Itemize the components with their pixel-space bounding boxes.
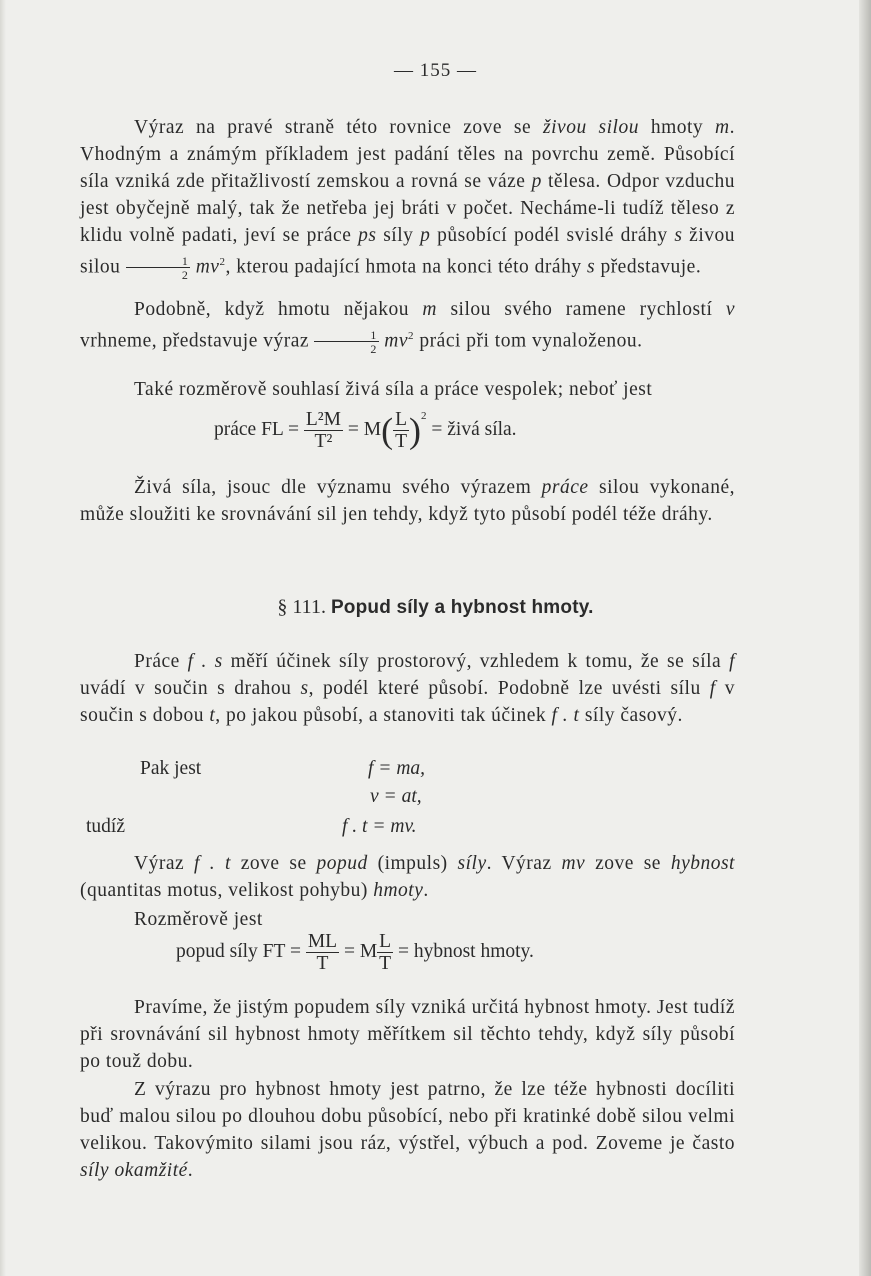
text-run: Z výrazu pro hybnost hmoty jest patrno, že lze téže hybnosti docíliti buď malou silou po dlouhou dobu působící, nebo při kratinké době silou velmi velikou. Takovýmito silami jsou ráz, výstřel, výbuch a pod. Zoveme je často [80, 1079, 735, 1154]
variable-p: p [531, 171, 542, 192]
paragraph-dimensions-2 [80, 906, 735, 933]
fraction-denominator: T [379, 952, 392, 974]
fraction-l-t [377, 932, 393, 973]
text-run: . Vhodným a známým příkladem jest padání těles na povrchu země. Působící síla vzniká zde přitažlivostí zemskou a rovná se váze [80, 117, 736, 192]
term-hmoty: hmoty [373, 880, 424, 901]
text-run: hmoty [638, 117, 716, 138]
variable-p: p [420, 225, 431, 246]
fraction-l2m-t2 [304, 410, 343, 451]
section-number: § 111. [277, 596, 326, 618]
text-run: , podél které působí. Podobně lze uvésti sílu [308, 678, 710, 699]
expression-mv: mv [195, 256, 220, 278]
formula-label: práce FL = [214, 419, 299, 440]
text-run: . Výraz [486, 853, 562, 874]
fraction-denominator: T [306, 952, 339, 974]
text-run: . [187, 1160, 194, 1181]
formula-result: = hybnost hmoty. [397, 940, 534, 962]
page-right-edge [859, 0, 871, 1276]
formula-impulse-dimension [176, 932, 534, 973]
text-run: Výraz na pravé straně této rovnice zove se [134, 117, 544, 138]
equations-therefore: tudíž [86, 816, 125, 837]
text-run: představuje. [595, 256, 702, 278]
paren-open: ( [381, 410, 394, 451]
variable-m: m [422, 299, 438, 320]
section-heading [0, 596, 871, 619]
text-run: tělesa. Odpor vzduchu jest obyčejně malý, tak že netřeba jej bráti v počet. Necháme-li tudíž těleso z klidu volně padati, jeví se práce [80, 171, 735, 246]
text-run: práci při tom vynaloženou. [414, 330, 643, 352]
text-run: silou vykonané, může sloužiti ke srovnávání sil jen tehdy, když tyto působí podél téže dráhy. [80, 477, 735, 525]
text-run: Živá síla, jsouc dle významu svého výrazem [134, 477, 542, 498]
text-run: (impuls) [367, 853, 458, 874]
fraction-half [314, 329, 379, 355]
paragraph-text [80, 648, 735, 729]
term-hybnost: hybnost [670, 853, 735, 874]
variable-f: f [729, 651, 735, 672]
expression-f-t: f . t [193, 853, 231, 874]
fraction-numerator: L [395, 409, 407, 431]
paragraph-dimensions [80, 376, 735, 403]
variable-ps: ps [358, 225, 377, 246]
text-run: Výraz [134, 853, 194, 874]
section-title: Popud síly a hybnost hmoty. [330, 597, 594, 618]
text-run: vrhneme, představuje výraz [80, 330, 315, 352]
variable-v: v [725, 299, 735, 320]
fraction-numerator: L [379, 931, 392, 952]
fraction-l-t [393, 410, 409, 451]
fraction-numerator: L²M [305, 409, 341, 431]
term-popud: popud [316, 853, 368, 874]
text-run: silou svého ramene rychlostí [437, 299, 726, 320]
formula-label: popud síly FT = [176, 940, 301, 962]
paragraph-text [80, 1076, 735, 1184]
paragraph-text [80, 850, 735, 904]
variable-s: s [674, 225, 683, 246]
fraction-ml-t [306, 932, 339, 973]
text-run: měří účinek síly prostorový, vzhledem k tomu, že se síla [222, 651, 730, 672]
fraction-denominator: T² [304, 430, 343, 452]
text-run: působící podél svislé dráhy [430, 225, 675, 246]
paragraph-impulsive-forces [80, 1076, 735, 1184]
variable-m: m [715, 117, 730, 138]
expression-mv: mv [384, 330, 409, 352]
fraction-denominator: 2 [314, 341, 379, 355]
page-number: — 155 — [394, 60, 477, 81]
variable-f: f [709, 678, 716, 699]
variable-s: s [300, 678, 309, 699]
fraction-numerator: 1 [181, 254, 189, 269]
text-run: živou silou [80, 225, 735, 278]
formula-equals-m: = M [347, 419, 382, 440]
text-run: , kterou padající hmota na konci této dráhy [225, 256, 587, 278]
paragraph-throw [80, 296, 735, 355]
equations-intro: Pak jest [140, 758, 202, 779]
paragraph-live-force [80, 114, 735, 281]
text-run: síly časový. [579, 705, 683, 726]
fraction-half [126, 255, 191, 281]
text-run: v součin s dobou [80, 678, 735, 726]
paragraph-comparison [80, 474, 735, 528]
equation-ft-mv: f . t = mv. [342, 816, 417, 837]
text-run: zove se [585, 853, 671, 874]
paren-close: ) [409, 410, 421, 451]
paragraph-text [80, 474, 735, 528]
text-run: síly [376, 225, 421, 246]
fraction-numerator: ML [307, 931, 338, 952]
paragraph-text [80, 114, 735, 281]
expression-f-t: f . t [551, 705, 580, 726]
paragraph-text: Rozměrově jest [134, 909, 263, 930]
exponent: 2 [219, 256, 226, 268]
fraction-denominator: 2 [126, 267, 191, 281]
paragraph-text: Také rozměrově souhlasí živá síla a práce vespolek; neboť jest [134, 379, 653, 400]
term-sily-okamzite: síly okamžité [80, 1160, 188, 1181]
term-sily: síly [457, 853, 487, 874]
paragraph-text: Pravíme, že jistým popudem síly vzniká určitá hybnost hmoty. Jest tudíž při srovnávání sil hybnost hmoty měřítkem sil těchto tehdy, když síly působí po touž dobu. [80, 997, 735, 1072]
formula-result: = živá síla. [431, 419, 517, 440]
formula-equals-m: = M [343, 940, 378, 962]
paragraph-impulse-momentum [80, 994, 735, 1075]
text-run: Podobně, když hmotu nějakou [134, 299, 423, 320]
text-run: . [423, 880, 429, 901]
exponent: 2 [408, 330, 415, 342]
equation-v-at: v = at, [370, 786, 422, 807]
text-run: uvádí v součin s drahou [80, 678, 301, 699]
expression-mv: mv [561, 853, 586, 874]
text-run: , po jakou působí, a stanoviti tak účinek [215, 705, 552, 726]
paragraph-definitions [80, 850, 735, 904]
term-prace: práce [541, 477, 589, 498]
text-run: zove se [230, 853, 317, 874]
term-ziva-sila: živou silou [543, 117, 639, 138]
fraction-numerator: 1 [370, 328, 377, 343]
exponent: 2 [421, 410, 427, 422]
paragraph-text [80, 296, 735, 355]
fraction-denominator: T [395, 430, 407, 452]
page-left-edge [0, 0, 6, 1276]
text-run: (quantitas motus, velikost pohybu) [80, 880, 374, 901]
paragraph-impulse-intro [80, 648, 735, 729]
formula-work-dimension [214, 410, 517, 451]
equation-f-ma: f = ma, [368, 758, 426, 779]
text-run: Práce [134, 651, 188, 672]
expression-f-s: f . s [187, 651, 223, 672]
variable-t: t [209, 705, 216, 726]
variable-s: s [586, 256, 596, 278]
